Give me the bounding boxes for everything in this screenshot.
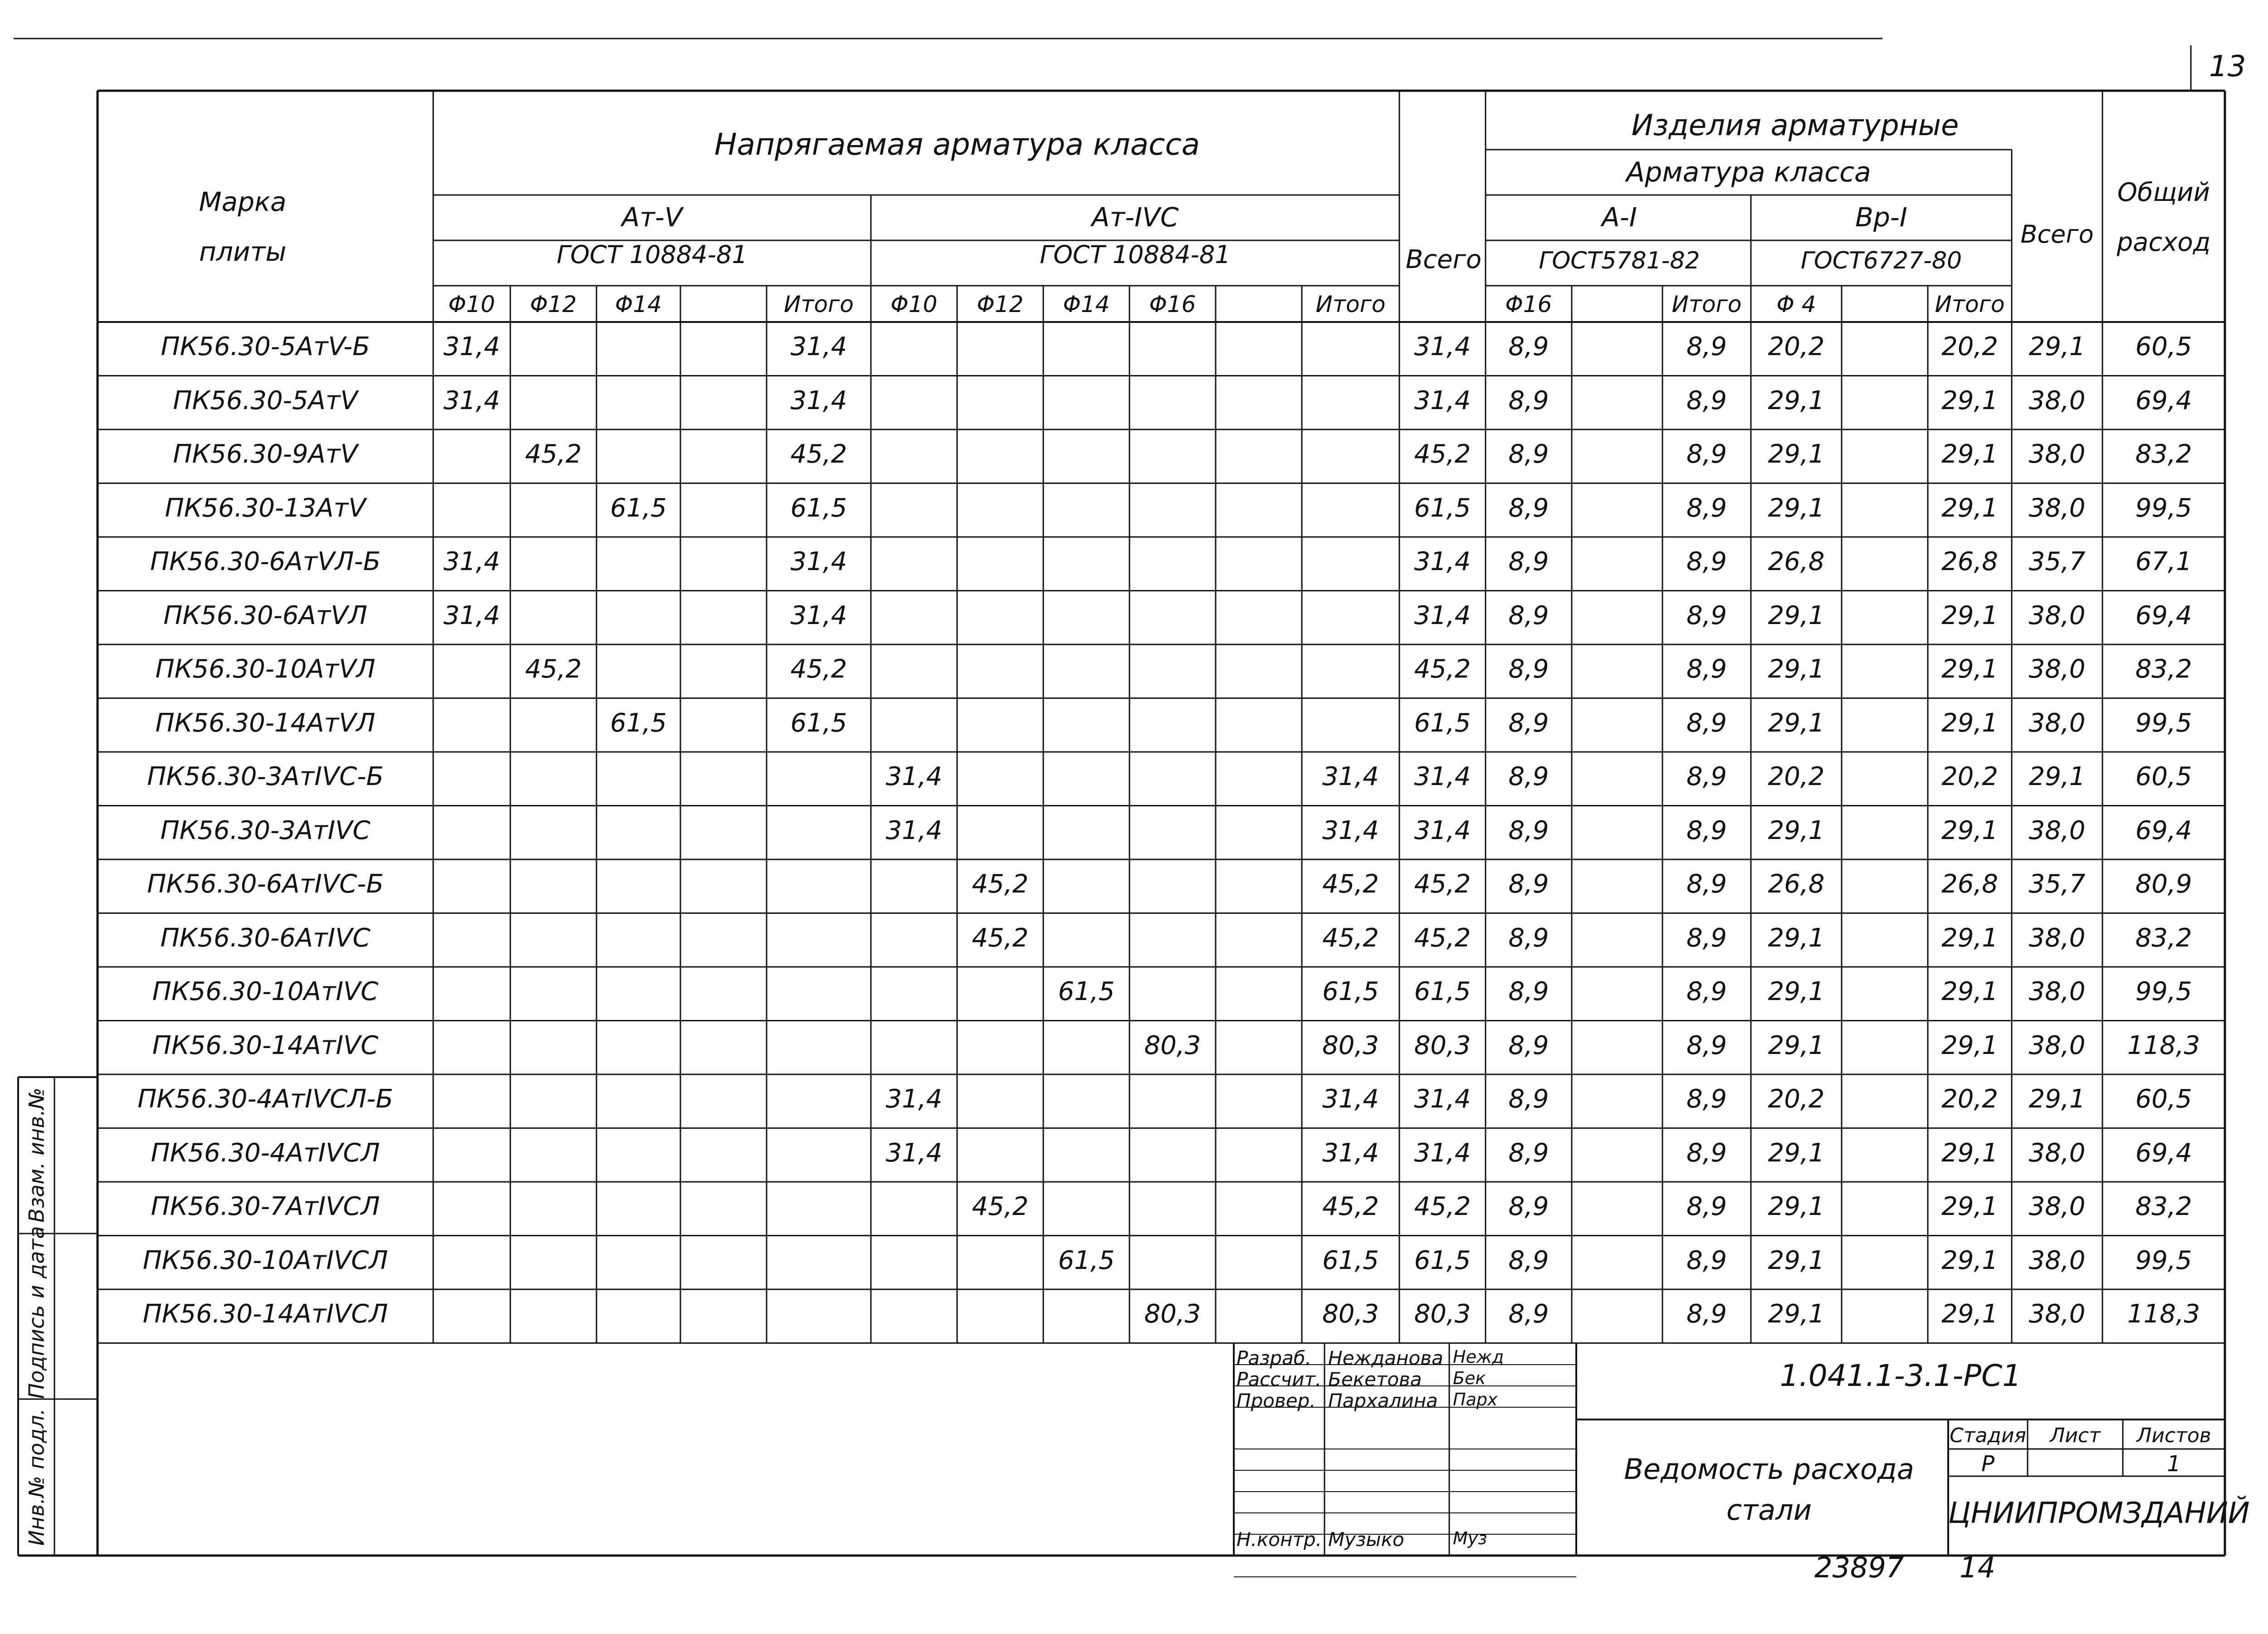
table-cell: 29,1	[1768, 1030, 1825, 1060]
tb-role: Н.контр.	[1237, 1528, 1322, 1551]
table-cell: 26,8	[1768, 547, 1825, 576]
tb-signature: Нежд	[1453, 1347, 1504, 1367]
table-cell: 45,2	[1322, 869, 1379, 899]
table-cell: 29,1	[1941, 923, 1998, 953]
table-cell: 61,5	[790, 493, 847, 523]
table-cell: 83,2	[2135, 654, 2192, 684]
table-cell: 31,4	[885, 1138, 943, 1168]
column-header: Итого	[1672, 291, 1742, 317]
table-cell: 31,4	[1414, 600, 1471, 630]
plate-mark: ПК56.30-4АтIVСЛ	[151, 1138, 380, 1168]
table-cell: 61,5	[1414, 1245, 1471, 1275]
table-cell: 8,9	[1686, 708, 1727, 738]
table-cell: 8,9	[1508, 332, 1549, 361]
table-cell: 8,9	[1686, 1138, 1727, 1168]
table-cell: 38,0	[2028, 600, 2086, 630]
table-cell: 38,0	[2028, 385, 2086, 415]
table-cell: 8,9	[1508, 869, 1549, 899]
table-cell: 8,9	[1508, 1084, 1549, 1114]
plate-mark: ПК56.30-5АтV	[173, 385, 358, 415]
table-cell: 61,5	[1058, 977, 1115, 1006]
header-reinf-class: Арматура класса	[1626, 156, 1871, 188]
table-cell: 29,1	[1941, 1299, 1998, 1329]
sheet-label: Лист	[2050, 1424, 2101, 1447]
table-cell: 20,2	[1941, 762, 1998, 791]
header-products-total: Всего	[2020, 220, 2094, 249]
table-cell: 29,1	[1768, 654, 1825, 684]
table-cell: 61,5	[1058, 1245, 1115, 1275]
plate-mark: ПК56.30-4АтIVСЛ-Б	[137, 1084, 393, 1114]
table-cell: 80,3	[1322, 1030, 1379, 1060]
stamp-label: Взам. инв.№	[24, 1087, 49, 1223]
table-cell: 61,5	[1414, 708, 1471, 738]
table-cell: 35,7	[2028, 869, 2086, 899]
table-cell: 8,9	[1508, 1245, 1549, 1275]
table-cell: 83,2	[2135, 1192, 2192, 1221]
table-cell: 31,4	[1322, 762, 1379, 791]
table-cell: 29,1	[1768, 1138, 1825, 1168]
table-cell: 8,9	[1686, 923, 1727, 953]
column-header: Φ16	[1505, 291, 1552, 317]
footer-page: 14	[1960, 1551, 1995, 1584]
plate-mark: ПК56.30-6АтIVС	[160, 923, 371, 953]
table-cell: 99,5	[2135, 1245, 2192, 1275]
doc-code: 1.041.1-3.1-РС1	[1779, 1358, 2022, 1393]
table-cell: 8,9	[1686, 547, 1727, 576]
table-cell: 8,9	[1686, 815, 1727, 845]
table-cell: 45,2	[1322, 1192, 1379, 1221]
table-cell: 29,1	[1941, 708, 1998, 738]
stamp-label: Подпись и дата	[24, 1225, 49, 1399]
table-cell: 8,9	[1508, 547, 1549, 576]
column-header: Φ12	[977, 291, 1024, 317]
table-cell: 8,9	[1508, 923, 1549, 953]
table-cell: 29,1	[1941, 1192, 1998, 1221]
table-cell: 99,5	[2135, 493, 2192, 523]
table-cell: 69,4	[2135, 815, 2192, 845]
column-header: Итого	[784, 291, 854, 317]
tb-name: Музыко	[1328, 1528, 1404, 1551]
plate-mark: ПК56.30-6АтIVС-Б	[147, 869, 384, 899]
table-cell: 29,1	[1768, 600, 1825, 630]
table-cell: 31,4	[790, 600, 847, 630]
table-cell: 8,9	[1686, 493, 1727, 523]
table-cell: 29,1	[1941, 1030, 1998, 1060]
column-header: Φ10	[890, 291, 938, 317]
table-cell: 31,4	[790, 547, 847, 576]
table-cell: 29,1	[1768, 923, 1825, 953]
header-at5-class: Ат-V	[621, 202, 683, 233]
plate-mark: ПК56.30-10АтVЛ	[155, 654, 376, 684]
table-cell: 38,0	[2028, 815, 2086, 845]
table-cell: 61,5	[1322, 1245, 1379, 1275]
table-cell: 31,4	[1322, 1084, 1379, 1114]
plate-mark: ПК56.30-9АтV	[173, 439, 358, 469]
table-cell: 8,9	[1508, 1299, 1549, 1329]
table-cell: 67,1	[2135, 547, 2192, 576]
table-cell: 80,9	[2135, 869, 2192, 899]
table-cell: 31,4	[1414, 762, 1471, 791]
table-cell: 29,1	[1768, 1245, 1825, 1275]
header-at4-gost: ГОСТ 10884-81	[1040, 240, 1231, 269]
table-cell: 8,9	[1508, 1138, 1549, 1168]
header-products-title: Изделия арматурные	[1631, 109, 1959, 142]
table-cell: 35,7	[2028, 547, 2086, 576]
table-cell: 29,1	[1768, 493, 1825, 523]
stamp-label: Инв.№ подл.	[24, 1408, 49, 1546]
table-cell: 8,9	[1508, 977, 1549, 1006]
table-cell: 83,2	[2135, 439, 2192, 469]
header-a1-class: А-I	[1602, 202, 1637, 233]
header-at5-gost: ГОСТ 10884-81	[557, 240, 748, 269]
tb-name: Бекетова	[1328, 1368, 1422, 1390]
table-cell: 99,5	[2135, 708, 2192, 738]
table-cell: 38,0	[2028, 1138, 2086, 1168]
table-cell: 61,5	[790, 708, 847, 738]
stage-value: Р	[1981, 1451, 1994, 1477]
table-cell: 83,2	[2135, 923, 2192, 953]
header-bp1-gost: ГОСТ6727-80	[1800, 247, 1962, 274]
table-cell: 99,5	[2135, 977, 2192, 1006]
table-cell: 45,2	[525, 439, 582, 469]
table-cell: 60,5	[2135, 1084, 2192, 1114]
table-cell: 80,3	[1414, 1030, 1471, 1060]
table-cell: 29,1	[1941, 654, 1998, 684]
header-prestressed-title: Напрягаемая арматура класса	[714, 127, 1200, 162]
table-cell: 20,2	[1768, 1084, 1825, 1114]
table-cell: 20,2	[1768, 762, 1825, 791]
table-cell: 61,5	[1414, 977, 1471, 1006]
table-cell: 45,2	[1414, 439, 1471, 469]
table-cell: 8,9	[1508, 762, 1549, 791]
plate-mark: ПК56.30-3АтIVС-Б	[147, 762, 384, 791]
table-cell: 118,3	[2127, 1299, 2200, 1329]
table-cell: 45,2	[1322, 923, 1379, 953]
table-cell: 31,4	[443, 547, 500, 576]
tb-signature: Бек	[1453, 1368, 1486, 1388]
table-cell: 29,1	[1941, 1138, 1998, 1168]
table-cell: 8,9	[1686, 869, 1727, 899]
table-cell: 69,4	[2135, 600, 2192, 630]
column-header: Φ12	[530, 291, 577, 317]
organization: ЦНИИПРОМЗДАНИЙ	[1948, 1497, 2250, 1530]
table-cell: 29,1	[1941, 977, 1998, 1006]
table-cell: 45,2	[790, 439, 847, 469]
plate-mark: ПК56.30-7АтIVСЛ	[151, 1192, 380, 1221]
table-cell: 31,4	[443, 385, 500, 415]
column-header: Φ16	[1149, 291, 1196, 317]
table-cell: 8,9	[1508, 815, 1549, 845]
table-cell: 8,9	[1686, 1245, 1727, 1275]
plate-mark: ПК56.30-3АтIVС	[160, 815, 371, 845]
plate-mark: ПК56.30-14АтIVСЛ	[142, 1299, 388, 1329]
table-cell: 29,1	[1941, 493, 1998, 523]
table-cell: 38,0	[2028, 923, 2086, 953]
table-cell: 61,5	[610, 493, 667, 523]
plate-mark: ПК56.30-10АтIVСЛ	[142, 1245, 388, 1275]
tb-role: Рассчит.	[1237, 1368, 1322, 1390]
table-cell: 20,2	[1941, 1084, 1998, 1114]
table-cell: 38,0	[2028, 654, 2086, 684]
table-cell: 45,2	[1414, 654, 1471, 684]
table-cell: 29,1	[1941, 385, 1998, 415]
table-cell: 26,8	[1768, 869, 1825, 899]
table-cell: 8,9	[1508, 493, 1549, 523]
plate-mark: ПК56.30-14АтVЛ	[155, 708, 376, 738]
table-cell: 8,9	[1508, 654, 1549, 684]
table-cell: 8,9	[1508, 1192, 1549, 1221]
table-cell: 29,1	[1768, 439, 1825, 469]
table-cell: 38,0	[2028, 1030, 2086, 1060]
table-cell: 80,3	[1414, 1299, 1471, 1329]
table-cell: 29,1	[1768, 1192, 1825, 1221]
table-cell: 45,2	[525, 654, 582, 684]
table-cell: 29,1	[1768, 385, 1825, 415]
table-cell: 31,4	[1414, 332, 1471, 361]
tb-name: Пархалина	[1328, 1390, 1438, 1412]
table-cell: 31,4	[885, 1084, 943, 1114]
table-cell: 60,5	[2135, 332, 2192, 361]
table-cell: 29,1	[2028, 332, 2086, 361]
table-cell: 45,2	[1414, 1192, 1471, 1221]
table-cell: 38,0	[2028, 1192, 2086, 1221]
table-cell: 38,0	[2028, 1245, 2086, 1275]
table-cell: 31,4	[1414, 547, 1471, 576]
table-cell: 31,4	[443, 600, 500, 630]
table-cell: 8,9	[1686, 332, 1727, 361]
table-cell: 8,9	[1686, 600, 1727, 630]
table-cell: 69,4	[2135, 385, 2192, 415]
table-cell: 20,2	[1941, 332, 1998, 361]
table-cell: 8,9	[1508, 708, 1549, 738]
table-cell: 80,3	[1322, 1299, 1379, 1329]
table-cell: 8,9	[1508, 1030, 1549, 1060]
table-cell: 31,4	[1322, 815, 1379, 845]
table-cell: 29,1	[2028, 1084, 2086, 1114]
table-cell: 31,4	[443, 332, 500, 361]
table-cell: 8,9	[1686, 762, 1727, 791]
table-cell: 38,0	[2028, 493, 2086, 523]
table-cell: 69,4	[2135, 1138, 2192, 1168]
plate-mark: ПК56.30-10АтIVС	[152, 977, 379, 1006]
table-cell: 31,4	[790, 385, 847, 415]
table-cell: 29,1	[1768, 815, 1825, 845]
plate-mark: ПК56.30-6АтVЛ-Б	[150, 547, 381, 576]
plate-mark: ПК56.30-6АтVЛ	[163, 600, 367, 630]
table-cell: 8,9	[1686, 1192, 1727, 1221]
table-cell: 45,2	[972, 1192, 1029, 1221]
table-cell: 29,1	[1768, 708, 1825, 738]
page-number: 13	[2209, 50, 2246, 83]
archive-number: 23897	[1814, 1551, 1904, 1584]
table-cell: 29,1	[1941, 600, 1998, 630]
table-cell: 61,5	[1322, 977, 1379, 1006]
table-cell: 26,8	[1941, 869, 1998, 899]
table-cell: 45,2	[972, 869, 1029, 899]
table-cell: 20,2	[1768, 332, 1825, 361]
table-cell: 45,2	[1414, 923, 1471, 953]
doc-title: Ведомость расхода стали	[1624, 1453, 1914, 1527]
table-cell: 45,2	[1414, 869, 1471, 899]
table-cell: 38,0	[2028, 708, 2086, 738]
tb-role: Разраб.	[1237, 1347, 1312, 1369]
table-cell: 61,5	[1414, 493, 1471, 523]
table-cell: 80,3	[1144, 1030, 1201, 1060]
table-cell: 8,9	[1686, 654, 1727, 684]
sheets-value: 1	[2167, 1451, 2181, 1477]
plate-mark: ПК56.30-5АтV-Б	[161, 332, 370, 361]
table-cell: 45,2	[972, 923, 1029, 953]
table-cell: 26,8	[1941, 547, 1998, 576]
plate-mark: ПК56.30-14АтIVС	[152, 1030, 379, 1060]
table-cell: 8,9	[1686, 1084, 1727, 1114]
table-cell: 29,1	[1941, 439, 1998, 469]
table-cell: 8,9	[1686, 439, 1727, 469]
table-cell: 29,1	[2028, 762, 2086, 791]
table-cell: 38,0	[2028, 977, 2086, 1006]
table-cell: 118,3	[2127, 1030, 2200, 1060]
header-mark: Марка плиты	[199, 186, 287, 267]
tb-signature: Парх	[1453, 1390, 1498, 1410]
table-cell: 29,1	[1768, 1299, 1825, 1329]
table-cell: 29,1	[1941, 1245, 1998, 1275]
table-cell: 38,0	[2028, 1299, 2086, 1329]
tb-role: Провер.	[1237, 1390, 1316, 1412]
table-cell: 61,5	[610, 708, 667, 738]
table-cell: 60,5	[2135, 762, 2192, 791]
tb-name: Нежданова	[1328, 1347, 1443, 1369]
table-cell: 45,2	[790, 654, 847, 684]
table-cell: 31,4	[885, 815, 943, 845]
header-total: Всего	[1405, 245, 1482, 274]
column-header: Φ14	[1063, 291, 1110, 317]
table-cell: 8,9	[1508, 385, 1549, 415]
table-cell: 31,4	[1414, 1138, 1471, 1168]
table-cell: 29,1	[1941, 815, 1998, 845]
column-header: Итого	[1315, 291, 1386, 317]
column-header: Φ 4	[1776, 291, 1816, 317]
table-cell: 80,3	[1144, 1299, 1201, 1329]
table-cell: 31,4	[1414, 1084, 1471, 1114]
header-at4-class: Ат-IVС	[1091, 202, 1179, 233]
stage-label: Стадия	[1950, 1424, 2026, 1447]
table-cell: 29,1	[1768, 977, 1825, 1006]
table-cell: 31,4	[885, 762, 943, 791]
table-cell: 31,4	[1322, 1138, 1379, 1168]
header-overall: Общий расход	[2116, 178, 2211, 257]
table-cell: 8,9	[1508, 600, 1549, 630]
column-header: Φ14	[615, 291, 662, 317]
header-a1-gost: ГОСТ5781-82	[1539, 247, 1700, 274]
table-cell: 38,0	[2028, 439, 2086, 469]
table-cell: 8,9	[1686, 1030, 1727, 1060]
column-header: Φ10	[448, 291, 495, 317]
table-cell: 8,9	[1686, 977, 1727, 1006]
table-cell: 31,4	[1414, 385, 1471, 415]
table-cell: 8,9	[1508, 439, 1549, 469]
plate-mark: ПК56.30-13АтV	[165, 493, 366, 523]
sheets-label: Листов	[2136, 1424, 2211, 1447]
table-cell: 8,9	[1686, 385, 1727, 415]
table-cell: 8,9	[1686, 1299, 1727, 1329]
tb-signature: Муз	[1453, 1528, 1487, 1548]
column-header: Итого	[1935, 291, 2005, 317]
table-cell: 31,4	[790, 332, 847, 361]
header-bp1-class: Вр-I	[1855, 202, 1907, 233]
table-cell: 31,4	[1414, 815, 1471, 845]
